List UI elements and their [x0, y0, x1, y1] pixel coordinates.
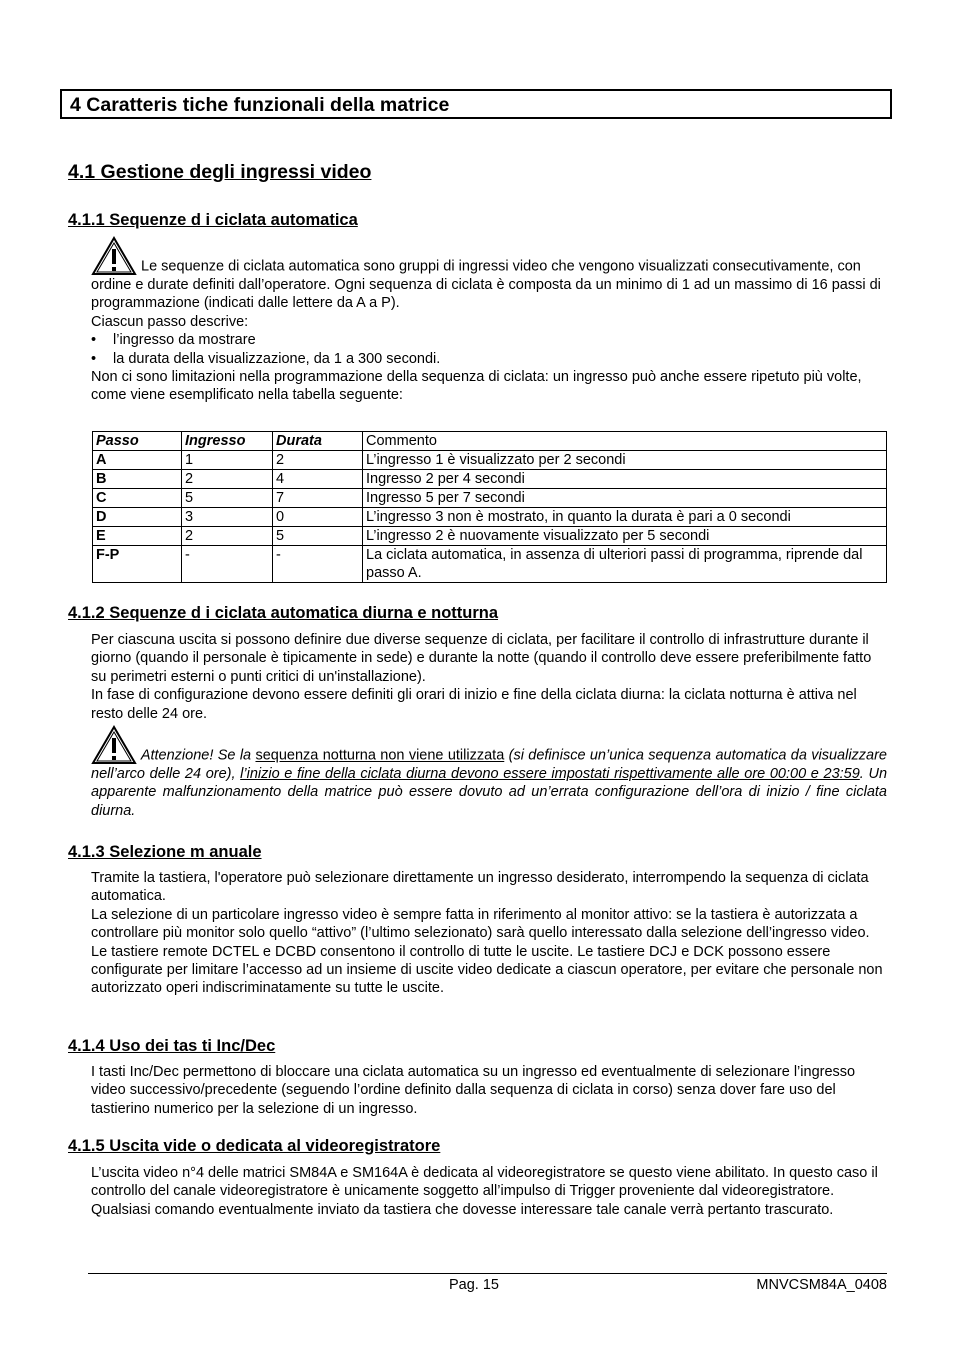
section-4-1-3-p2: La selezione di un particolare ingresso video è sempre fatta in riferimento al monitor attivo: se la tastiera è autorizzata a controllare più monitor solo quello “attivo” (l’ultimo selezionato) sarà quello interessato dalla selezione dell’ingresso video. — [91, 906, 870, 942]
warning-triangle-icon — [91, 725, 137, 765]
table-cell: D — [93, 508, 182, 527]
table-row — [93, 489, 887, 508]
table-header: Passo — [93, 432, 182, 451]
footer-divider — [88, 1273, 887, 1274]
table-header-row — [93, 432, 887, 451]
table-header: Ingresso — [182, 432, 273, 451]
chapter-heading-box — [60, 89, 892, 119]
table-cell: 5 — [182, 489, 273, 508]
warning-paragraph — [91, 725, 887, 820]
table-cell: 3 — [182, 508, 273, 527]
bullet-item: • la durata della visualizzazione, da 1 a 300 secondi. — [91, 350, 887, 368]
section-4-1-2-p1: Per ciascuna uscita si possono definire due diverse sequenze di ciclata, per facilitare il controllo di infrastrutture durante il giorno (quando il personale è tipicamente in sede) e durante la notte (quando il controllo deve essere preferibilmente fatto su perimetri esterni o punti critici di un'installazione). — [91, 632, 872, 685]
table-cell: 1 — [182, 451, 273, 470]
night-sequence-warning — [91, 725, 887, 820]
section-4-1-2-title: 4.1.2 Sequenze d i ciclata automatica diurna e notturna — [68, 604, 499, 622]
table-cell: 7 — [273, 489, 363, 508]
table-cell: 2 — [273, 451, 363, 470]
table-header: Commento — [363, 432, 887, 451]
table-cell: 2 — [182, 527, 273, 546]
table-cell: Ingresso 2 per 4 secondi — [363, 470, 887, 489]
section-4-1-5-title: 4.1.5 Uscita vide o dedicata al videoregistratore — [68, 1137, 441, 1155]
table-cell: B — [93, 470, 182, 489]
document-code: MNVCSM84A_0408 — [756, 1277, 887, 1293]
step-intro: Ciascun passo descrive: — [91, 313, 249, 330]
section-4-1-3-p3: Le tastiere remote DCTEL e DCBD consentono il controllo di tutte le uscite. Le tastiere DCJ e DCK possono essere configurate per limitare l’accesso ad un insieme di uscite video dedicate a ciascun operatore, per evitare che personale non autorizzato operi indiscriminatamente su tutte le uscite. — [91, 943, 883, 997]
table-cell: 4 — [273, 470, 363, 489]
table-cell: - — [182, 546, 273, 583]
section-4-1-2-p2: In fase di configurazione devono essere definiti gli orari di inizio e fine della ciclata diurna: la ciclata notturna è attiva nel resto delle 24 ore. — [91, 687, 857, 722]
table-row — [93, 527, 887, 546]
section-4-1-3-title: 4.1.3 Selezione m anuale — [68, 843, 262, 861]
table-cell: 5 — [273, 527, 363, 546]
section-4-1-5-p1: L’uscita video n°4 delle matrici SM84A e SM164A è dedicata al videoregistratore se questo viene abilitato. In questo caso il controllo del canale videoregistratore è unicamente soggetto all’impulso di Trigger proveniente dal videoregistratore. Qualsiasi comando eventualmente inviato da tastiera che dovesse interessare tale canale verrà pertanto trascurato. — [91, 1165, 878, 1218]
section-4-1-4-p1: I tasti Inc/Dec permettono di bloccare una ciclata automatica su un ingresso ed eventualmente di selezionare l’ingresso video successivo/precedente (seguendo l’ordine definito dalla sequenza di ciclata in corso) senza dover fare uso del tastierino numerico per la selezione di un ingresso. — [91, 1064, 856, 1117]
section-4-1-1-body — [91, 236, 887, 405]
section-4-1-2-body — [91, 631, 887, 723]
page-number: Pag. 15 — [449, 1277, 499, 1293]
warning-text-b: sequenza notturna non viene utilizzata — [255, 747, 505, 764]
section-4-1-1-intro — [91, 236, 887, 313]
section-4-1-4-body — [91, 1063, 887, 1118]
table-cell: 2 — [182, 470, 273, 489]
sequence-table — [92, 431, 887, 583]
table-cell: Ingresso 5 per 7 secondi — [363, 489, 887, 508]
section-4-1-5-body — [91, 1164, 887, 1219]
table-header: Durata — [273, 432, 363, 451]
bullet-item: • l’ingresso da mostrare — [91, 331, 887, 349]
section-4-1-4-title: 4.1.4 Uso dei tas ti Inc/Dec — [68, 1037, 276, 1055]
intro-text: Le sequenze di ciclata automatica sono gruppi di ingressi video che vengono visualizzati consecutivamente, con ordine e durate definiti dall’operatore. Ogni sequenza di ciclata è composta da un minimo di 1 ad un massimo di 16 passi di programmazione (indicati dalle lettere da A a P). — [91, 258, 881, 312]
table-row — [93, 451, 887, 470]
warning-text-e: . Un apparente malfunzionamento della matrice può essere dovuto ad un’errata configurazione dell’ora di inizio / fine ciclata diurna. — [91, 766, 888, 819]
warning-text-d: l’inizio e fine della ciclata diurna devono essere impostati rispettivamente alle ore 00:00 e 23:59 — [240, 766, 860, 782]
section-4-1-3-body — [91, 869, 887, 998]
chapter-title: 4 Caratteris tiche funzionali della matrice — [70, 94, 450, 116]
table-cell: A — [93, 451, 182, 470]
table-cell: 0 — [273, 508, 363, 527]
table-row — [93, 546, 887, 583]
table-cell: E — [93, 527, 182, 546]
table-row — [93, 508, 887, 527]
table-row — [93, 470, 887, 489]
table-cell: C — [93, 489, 182, 508]
warning-triangle-icon — [91, 236, 137, 276]
section-4-1-1-after: Non ci sono limitazioni nella programmazione della sequenza di ciclata: un ingresso può anche essere ripetuto più volte, come viene esemplificato nella tabella seguente: — [91, 369, 862, 404]
step-bullet-list — [91, 331, 887, 368]
table-cell: L’ingresso 1 è visualizzato per 2 secondi — [363, 451, 887, 470]
warning-text-a: Attenzione! Se la — [137, 747, 256, 764]
table-cell: L’ingresso 2 è nuovamente visualizzato per 5 secondi — [363, 527, 887, 546]
section-4-1-1-title: 4.1.1 Sequenze d i ciclata automatica — [68, 211, 358, 229]
table-cell: F-P — [93, 546, 182, 583]
section-4-1-title: 4.1 Gestione degli ingressi video — [68, 161, 372, 183]
table-cell: - — [273, 546, 363, 583]
section-4-1-3-p1: Tramite la tastiera, l'operatore può selezionare direttamente un ingresso desiderato, interrompendo la sequenza di ciclata automatica. — [91, 870, 869, 905]
table-cell: La ciclata automatica, in assenza di ulteriori passi di programma, riprende dal passo A. — [363, 546, 887, 583]
warning-text-c: (si definisce un’unica sequenza automatica da visualizzare nell’arco delle 24 ore), — [91, 747, 887, 782]
table-cell: L’ingresso 3 non è mostrato, in quanto la durata è pari a 0 secondi — [363, 508, 887, 527]
